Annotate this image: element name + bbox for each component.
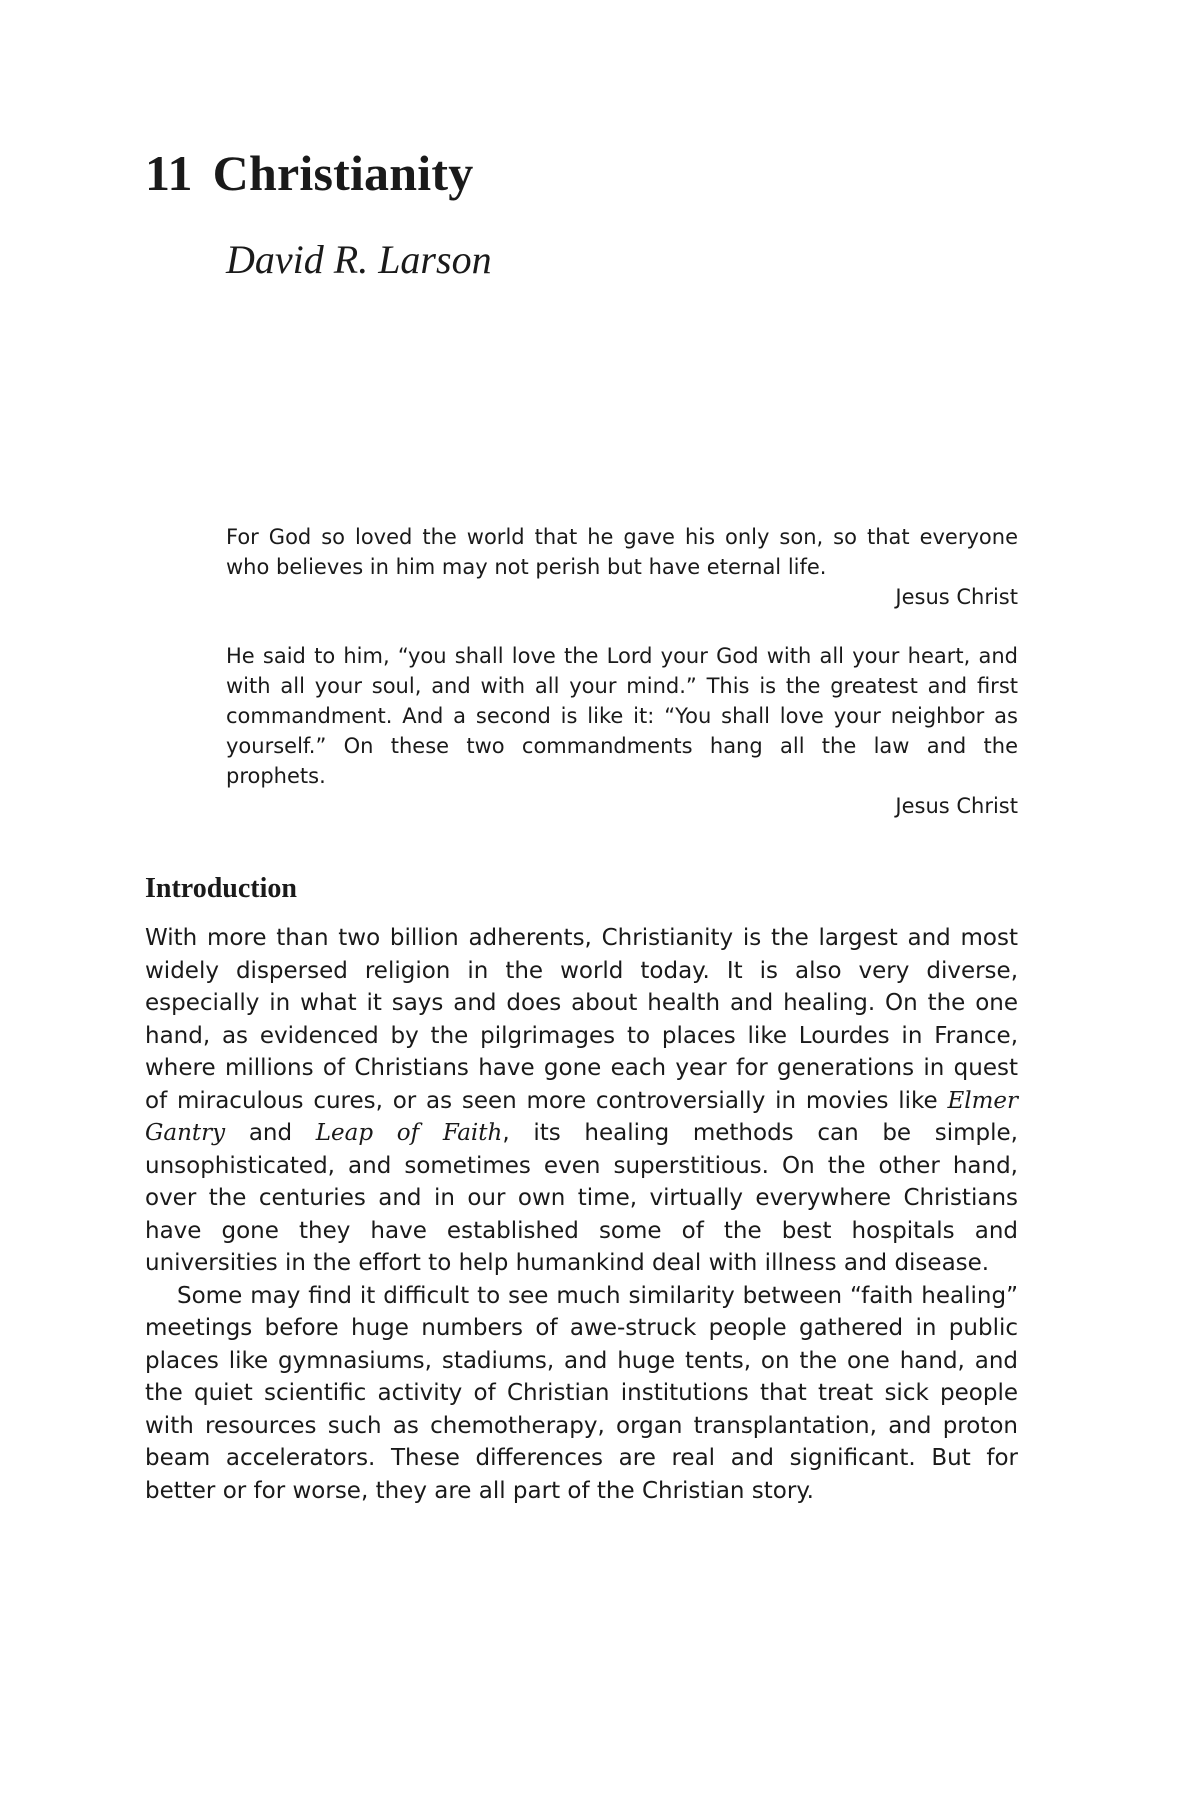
epigraph bbox=[226, 522, 1018, 612]
epigraph-text: For God so loved the world that he gave his only son, so that everyone who believes in him may not perish but have eternal life. bbox=[226, 525, 1018, 579]
epigraph-attribution: Jesus Christ bbox=[895, 794, 1018, 818]
paragraph-text: With more than two billion adherents, Christianity is the largest and most widely dispersed religion in the world today. It is also very diverse, especially in what it says and does about health and healing. On the one hand, as evidenced by the pilgrimages to places like Lourdes in France, where millions of Christians have gone each year for generations in quest of miraculous cures, or as seen more controversially in movies like bbox=[145, 925, 1018, 1114]
film-title: Leap of Faith bbox=[315, 1120, 503, 1146]
chapter-heading bbox=[145, 146, 473, 201]
chapter-number: 11 bbox=[145, 145, 193, 201]
paragraph-text: , its healing methods can be simple, unsophisticated, and sometimes even superstitious. On the other hand, over the centuries and in our own time, virtually everywhere Christians have gone they have established some of the best hospitals and universities in the effort to help humankind deal with illness and disease. bbox=[145, 1120, 1018, 1276]
epigraph-text: He said to him, “you shall love the Lord your God with all your heart, and with all your soul, and with all your mind.” This is the greatest and first commandment. And a second is like it: “You shall love your neighbor as yourself.” On these two commandments hang all the law and the prophets. bbox=[226, 644, 1018, 788]
paragraph bbox=[145, 922, 1018, 1280]
chapter-author: David R. Larson bbox=[226, 237, 492, 282]
epigraphs bbox=[226, 522, 1018, 850]
section-heading: Introduction bbox=[145, 873, 297, 904]
body-text bbox=[145, 922, 1018, 1507]
epigraph bbox=[226, 641, 1018, 821]
epigraph-attribution: Jesus Christ bbox=[895, 585, 1018, 609]
paragraph-text: and bbox=[225, 1120, 316, 1146]
film-title: Elmer Gantry bbox=[145, 1087, 1018, 1146]
chapter-title: Christianity bbox=[212, 145, 474, 201]
paragraph: Some may find it difficult to see much similarity between “faith healing” meetings before huge numbers of awe-struck people gathered in public places like gymnasiums, stadiums, and huge tents, on the one hand, and the quiet scientific activity of Christian institutions that treat sick people with resources such as chemotherapy, organ transplantation, and proton beam accelerators. These differences are real and significant. But for better or for worse, they are all part of the Christian story. bbox=[145, 1282, 1018, 1504]
